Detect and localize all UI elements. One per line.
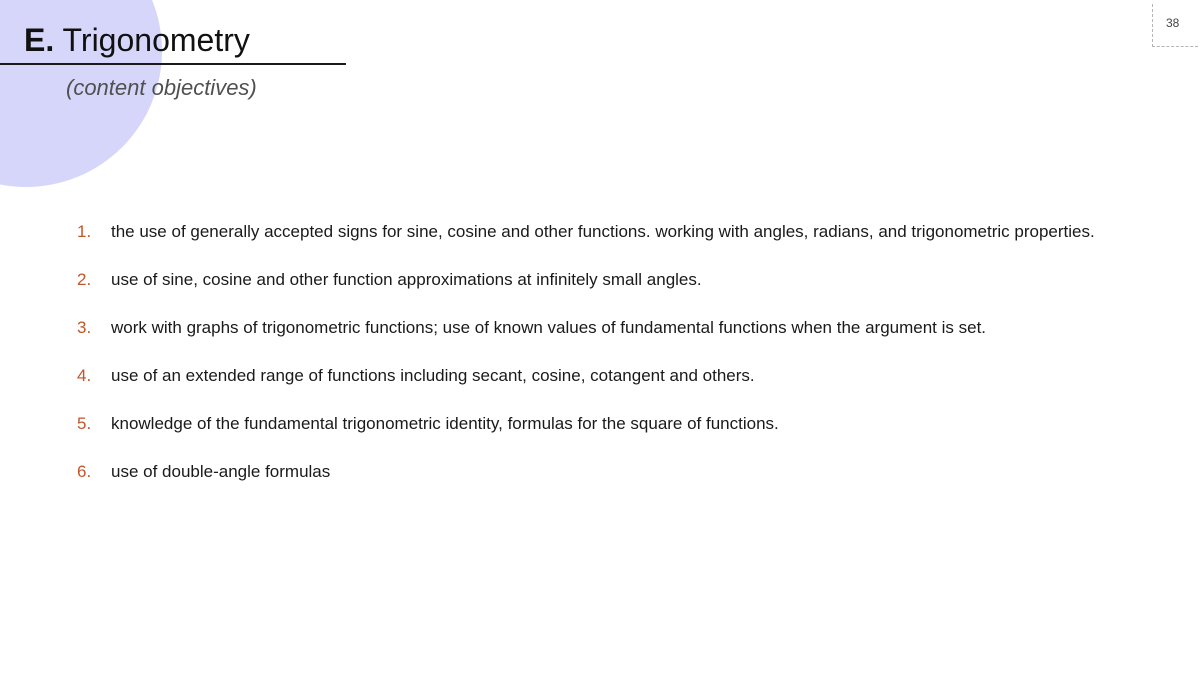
section-letter: E. [24, 22, 55, 58]
objective-number: 3. [77, 318, 92, 337]
objective-item [70, 208, 1130, 256]
objective-number: 4. [77, 366, 92, 385]
title-underline [0, 63, 346, 65]
objective-text: use of an extended range of functions including secant, cosine, cotangent and others. [111, 366, 755, 385]
objective-number: 5. [77, 414, 92, 433]
objective-item [70, 304, 1130, 352]
objective-text: work with graphs of trigonometric functions; use of known values of fundamental functions when the argument is set. [111, 318, 987, 337]
objective-text: use of sine, cosine and other function approximations at infinitely small angles. [111, 270, 702, 289]
objective-number: 6. [77, 462, 92, 481]
objective-text: knowledge of the fundamental trigonometric identity, formulas for the square of functions. [111, 414, 779, 433]
slide-subtitle: (content objectives) [66, 75, 257, 100]
objective-item [70, 448, 1130, 496]
objectives-list [70, 208, 1130, 496]
objective-number: 1. [77, 222, 92, 241]
slide-title [24, 20, 250, 60]
page-number: 38 [1166, 16, 1180, 30]
objective-item [70, 352, 1130, 400]
objective-number: 2. [77, 270, 92, 289]
objective-item [70, 400, 1130, 448]
section-title: Trigonometry [62, 22, 250, 58]
objective-text: the use of generally accepted signs for sine, cosine and other functions. working with angles, radians, and trigonometric properties. [111, 222, 1095, 241]
objective-text: use of double-angle formulas [111, 462, 331, 481]
objective-item [70, 256, 1130, 304]
